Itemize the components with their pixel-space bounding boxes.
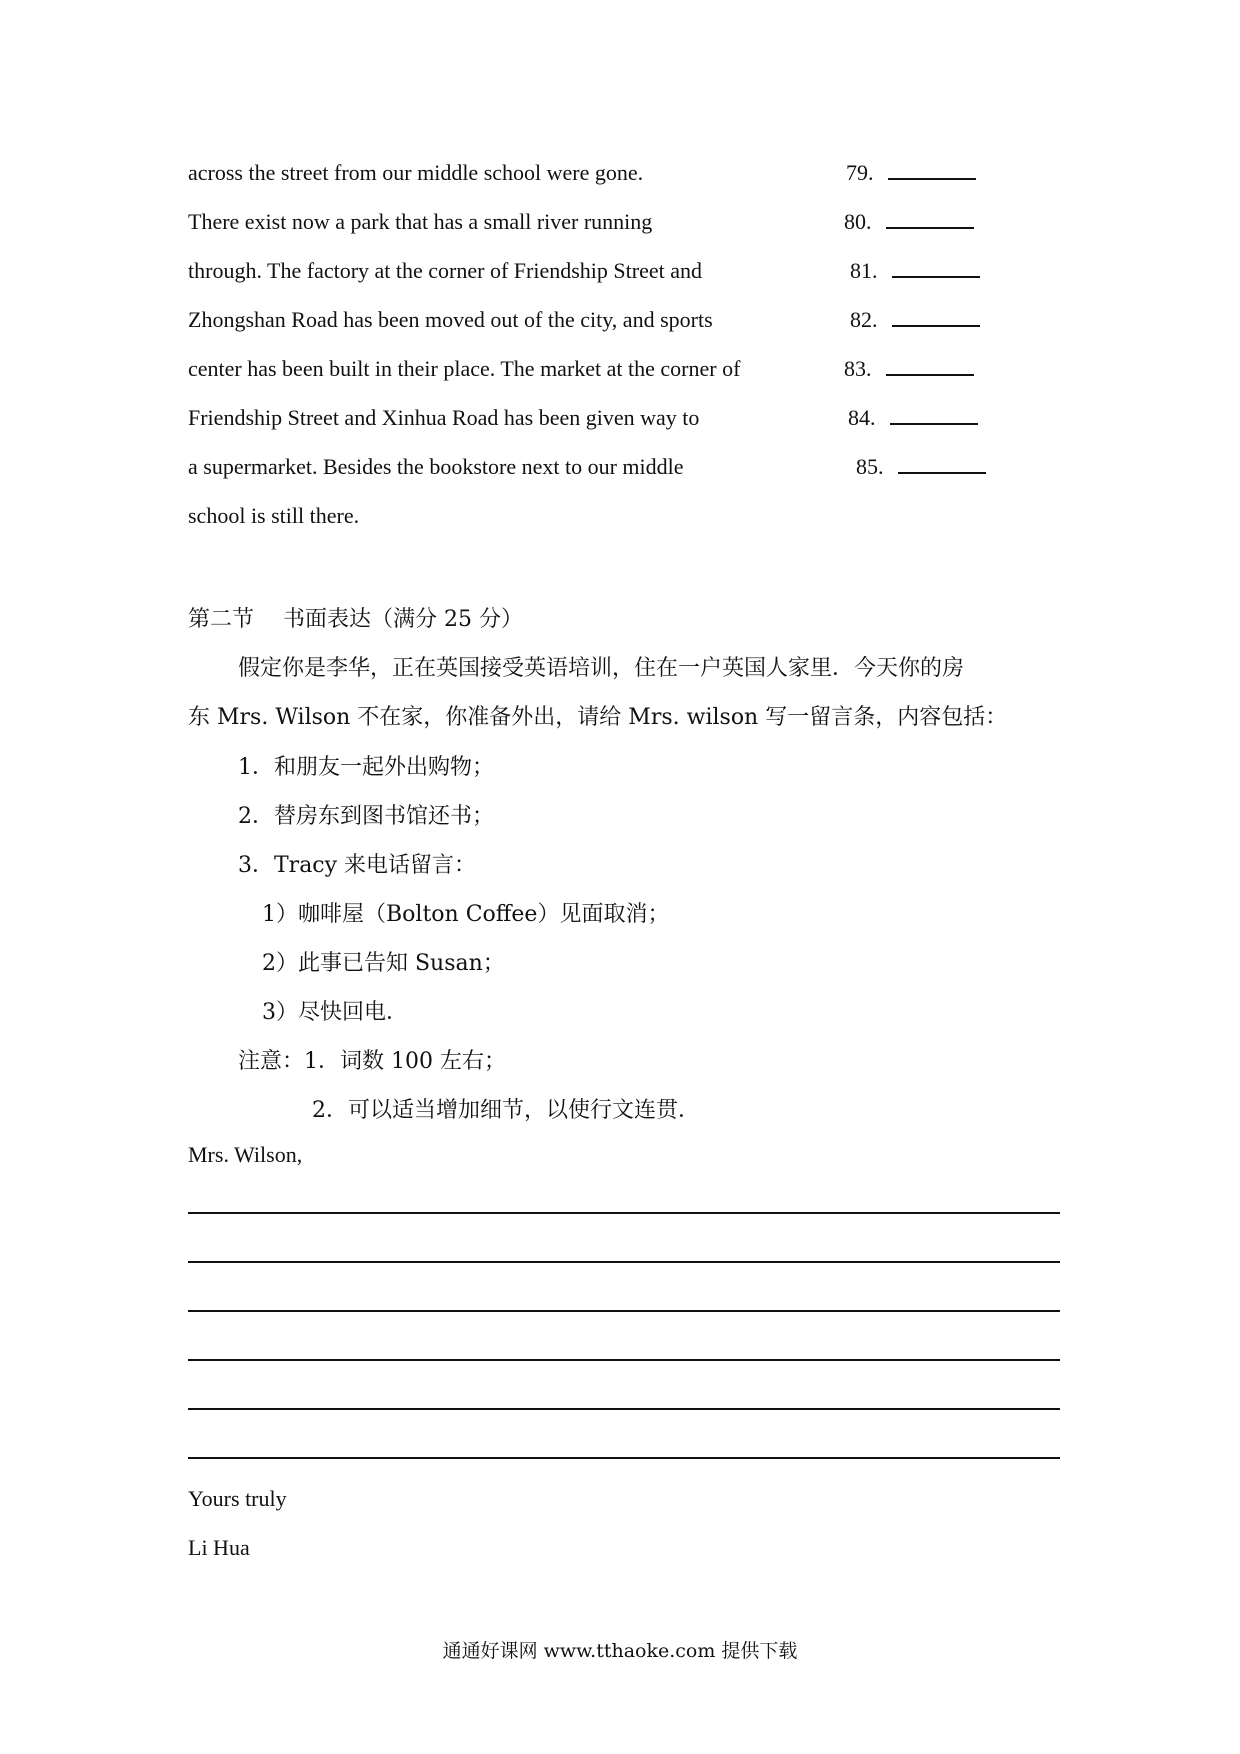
answer-number: 85. [856, 454, 884, 479]
letter-signature: Li Hua [188, 1535, 250, 1560]
answer-81 [850, 258, 980, 284]
task-item-3: 3．Tracy 来电话留言： [238, 853, 477, 878]
prompt-line-1: 假定你是李华，正在英国接受英语培训，住在一户英国人家里．今天你的房 [238, 656, 965, 681]
letter-greeting: Mrs. Wilson, [188, 1142, 303, 1167]
page-footer: 通通好课网 www.tthaoke.com 提供下载 [442, 1640, 798, 1662]
writing-line-1[interactable] [188, 1212, 1060, 1214]
answer-84 [848, 405, 978, 431]
answer-number: 82. [850, 307, 878, 332]
answer-number: 84. [848, 405, 876, 430]
writing-line-2[interactable] [188, 1261, 1060, 1263]
task-subitem-1: 1）咖啡屋（Bolton Coffee）见面取消； [262, 902, 670, 927]
writing-line-3[interactable] [188, 1310, 1060, 1312]
passage-line-1: across the street from our middle school were gone. [188, 160, 644, 185]
note-2: 2．可以适当增加细节，以使行文连贯． [312, 1098, 700, 1123]
answer-blank[interactable] [888, 160, 976, 180]
answer-blank[interactable] [892, 307, 980, 327]
note-1: 注意：1．词数 100 左右； [238, 1049, 506, 1074]
task-item-2: 2．替房东到图书馆还书； [238, 804, 494, 829]
prompt-line-2: 东 Mrs. Wilson 不在家，你准备外出，请给 Mrs. wilson 写一留言条，内容包括： [188, 705, 1008, 730]
section-heading: 第二节 书面表达（满分 25 分） [188, 607, 523, 632]
answer-number: 81. [850, 258, 878, 283]
task-subitem-3: 3）尽快回电． [262, 1000, 408, 1025]
writing-line-4[interactable] [188, 1359, 1060, 1361]
passage-line-6: Friendship Street and Xinhua Road has been given way to [188, 405, 700, 430]
answer-blank[interactable] [892, 258, 980, 278]
answer-83 [844, 356, 974, 382]
answer-blank[interactable] [890, 405, 978, 425]
passage-line-8: school is still there. [188, 503, 360, 528]
answer-number: 80. [844, 209, 872, 234]
task-subitem-2: 2）此事已告知 Susan； [262, 951, 505, 976]
answer-number: 83. [844, 356, 872, 381]
passage-line-5: center has been built in their place. The market at the corner of [188, 356, 741, 381]
passage-line-2: There exist now a park that has a small river running [188, 209, 653, 234]
task-item-1: 1．和朋友一起外出购物； [238, 755, 494, 780]
answer-80 [844, 209, 974, 235]
passage-line-7: a supermarket. Besides the bookstore next to our middle [188, 454, 684, 479]
passage-line-3: through. The factory at the corner of Friendship Street and [188, 258, 702, 283]
answer-blank[interactable] [898, 454, 986, 474]
writing-line-5[interactable] [188, 1408, 1060, 1410]
passage-line-4: Zhongshan Road has been moved out of the city, and sports [188, 307, 713, 332]
answer-blank[interactable] [886, 356, 974, 376]
answer-85 [856, 454, 986, 480]
letter-closing: Yours truly [188, 1486, 287, 1511]
answer-blank[interactable] [886, 209, 974, 229]
answer-79 [846, 160, 976, 186]
writing-line-6[interactable] [188, 1457, 1060, 1459]
answer-82 [850, 307, 980, 333]
answer-number: 79. [846, 160, 874, 185]
